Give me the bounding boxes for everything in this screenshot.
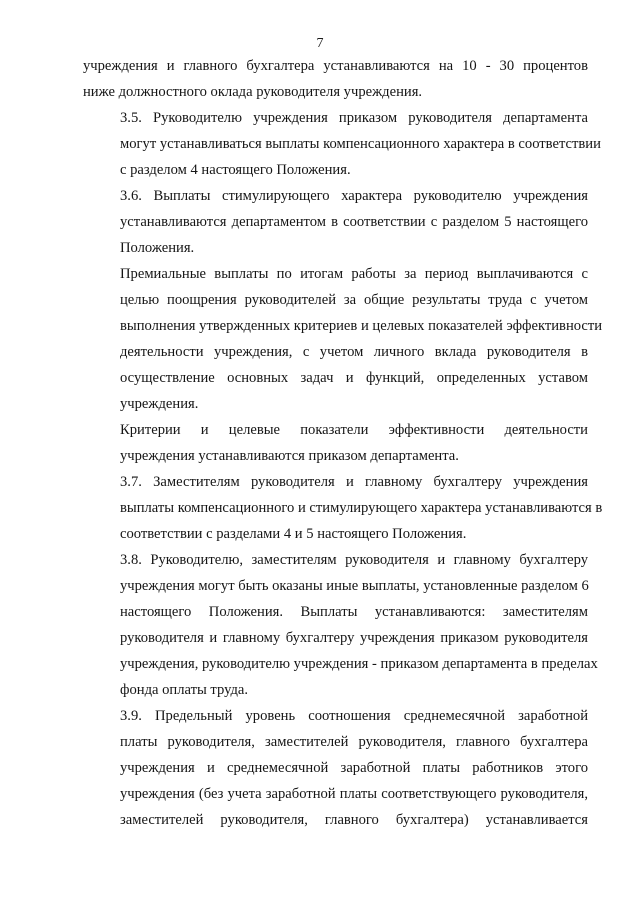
document-body: [83, 53, 603, 833]
text-line: настоящего Положения. Выплаты устанавливаются: заместителям: [120, 604, 588, 620]
paragraph: [83, 547, 598, 703]
paragraph: [83, 183, 588, 261]
text-line: учреждения (без учета заработной платы соответствующего руководителя,: [120, 786, 588, 802]
text-line: учреждения могут быть оказаны иные выплаты, установленные разделом 6: [120, 578, 589, 594]
paragraph: [83, 703, 588, 833]
text-line: Премиальные выплаты по итогам работы за период выплачиваются с: [120, 266, 588, 282]
text-line: 3.7. Заместителям руководителя и главному бухгалтеру учреждения: [120, 474, 588, 490]
text-line: учреждения устанавливаются приказом департамента.: [120, 448, 459, 464]
text-line: осуществление основных задач и функций, определенных уставом: [120, 370, 588, 386]
paragraph: [83, 105, 601, 183]
text-line: учреждения.: [120, 396, 199, 412]
page-number: 7: [316, 36, 324, 51]
text-line: с разделом 4 настоящего Положения.: [120, 162, 351, 178]
text-line: выплаты компенсационного и стимулирующего характера устанавливаются в: [120, 500, 603, 516]
paragraph: [83, 417, 588, 469]
text-line: 3.9. Предельный уровень соотношения среднемесячной заработной: [120, 708, 588, 724]
text-line: устанавливаются департаментом в соответствии с разделом 5 настоящего: [120, 214, 588, 230]
text-line: руководителя и главному бухгалтеру учреждения приказом руководителя: [120, 630, 588, 646]
text-line: фонда оплаты труда.: [120, 682, 249, 698]
text-line: выполнения утвержденных критериев и целевых показателей эффективности: [120, 318, 603, 334]
text-line: учреждения и среднемесячной заработной платы работников этого: [120, 760, 588, 776]
text-line: соответствии с разделами 4 и 5 настоящего Положения.: [120, 526, 467, 542]
text-line: целью поощрения руководителей за общие результаты труда с учетом: [120, 292, 588, 308]
text-line: ниже должностного оклада руководителя учреждения.: [83, 84, 423, 100]
text-line: Критерии и целевые показатели эффективности деятельности: [120, 422, 588, 438]
paragraph: [83, 261, 603, 417]
paragraph: [83, 53, 588, 105]
text-line: 3.5. Руководителю учреждения приказом руководителя департамента: [120, 110, 588, 126]
text-line: 3.8. Руководителю, заместителям руководителя и главному бухгалтеру: [120, 552, 588, 568]
text-line: могут устанавливаться выплаты компенсационного характера в соответствии: [120, 136, 601, 152]
text-line: 3.6. Выплаты стимулирующего характера руководителю учреждения: [120, 188, 588, 204]
text-line: учреждения и главного бухгалтера устанавливаются на 10 - 30 процентов: [83, 58, 588, 74]
text-line: платы руководителя, заместителей руководителя, главного бухгалтера: [120, 734, 588, 750]
text-line: Положения.: [120, 240, 195, 256]
text-line: деятельности учреждения, с учетом личного вклада руководителя в: [120, 344, 588, 360]
text-line: учреждения, руководителю учреждения - приказом департамента в пределах: [120, 656, 598, 672]
paragraph: [83, 469, 603, 547]
text-line: заместителей руководителя, главного бухгалтера) устанавливается: [120, 812, 588, 828]
